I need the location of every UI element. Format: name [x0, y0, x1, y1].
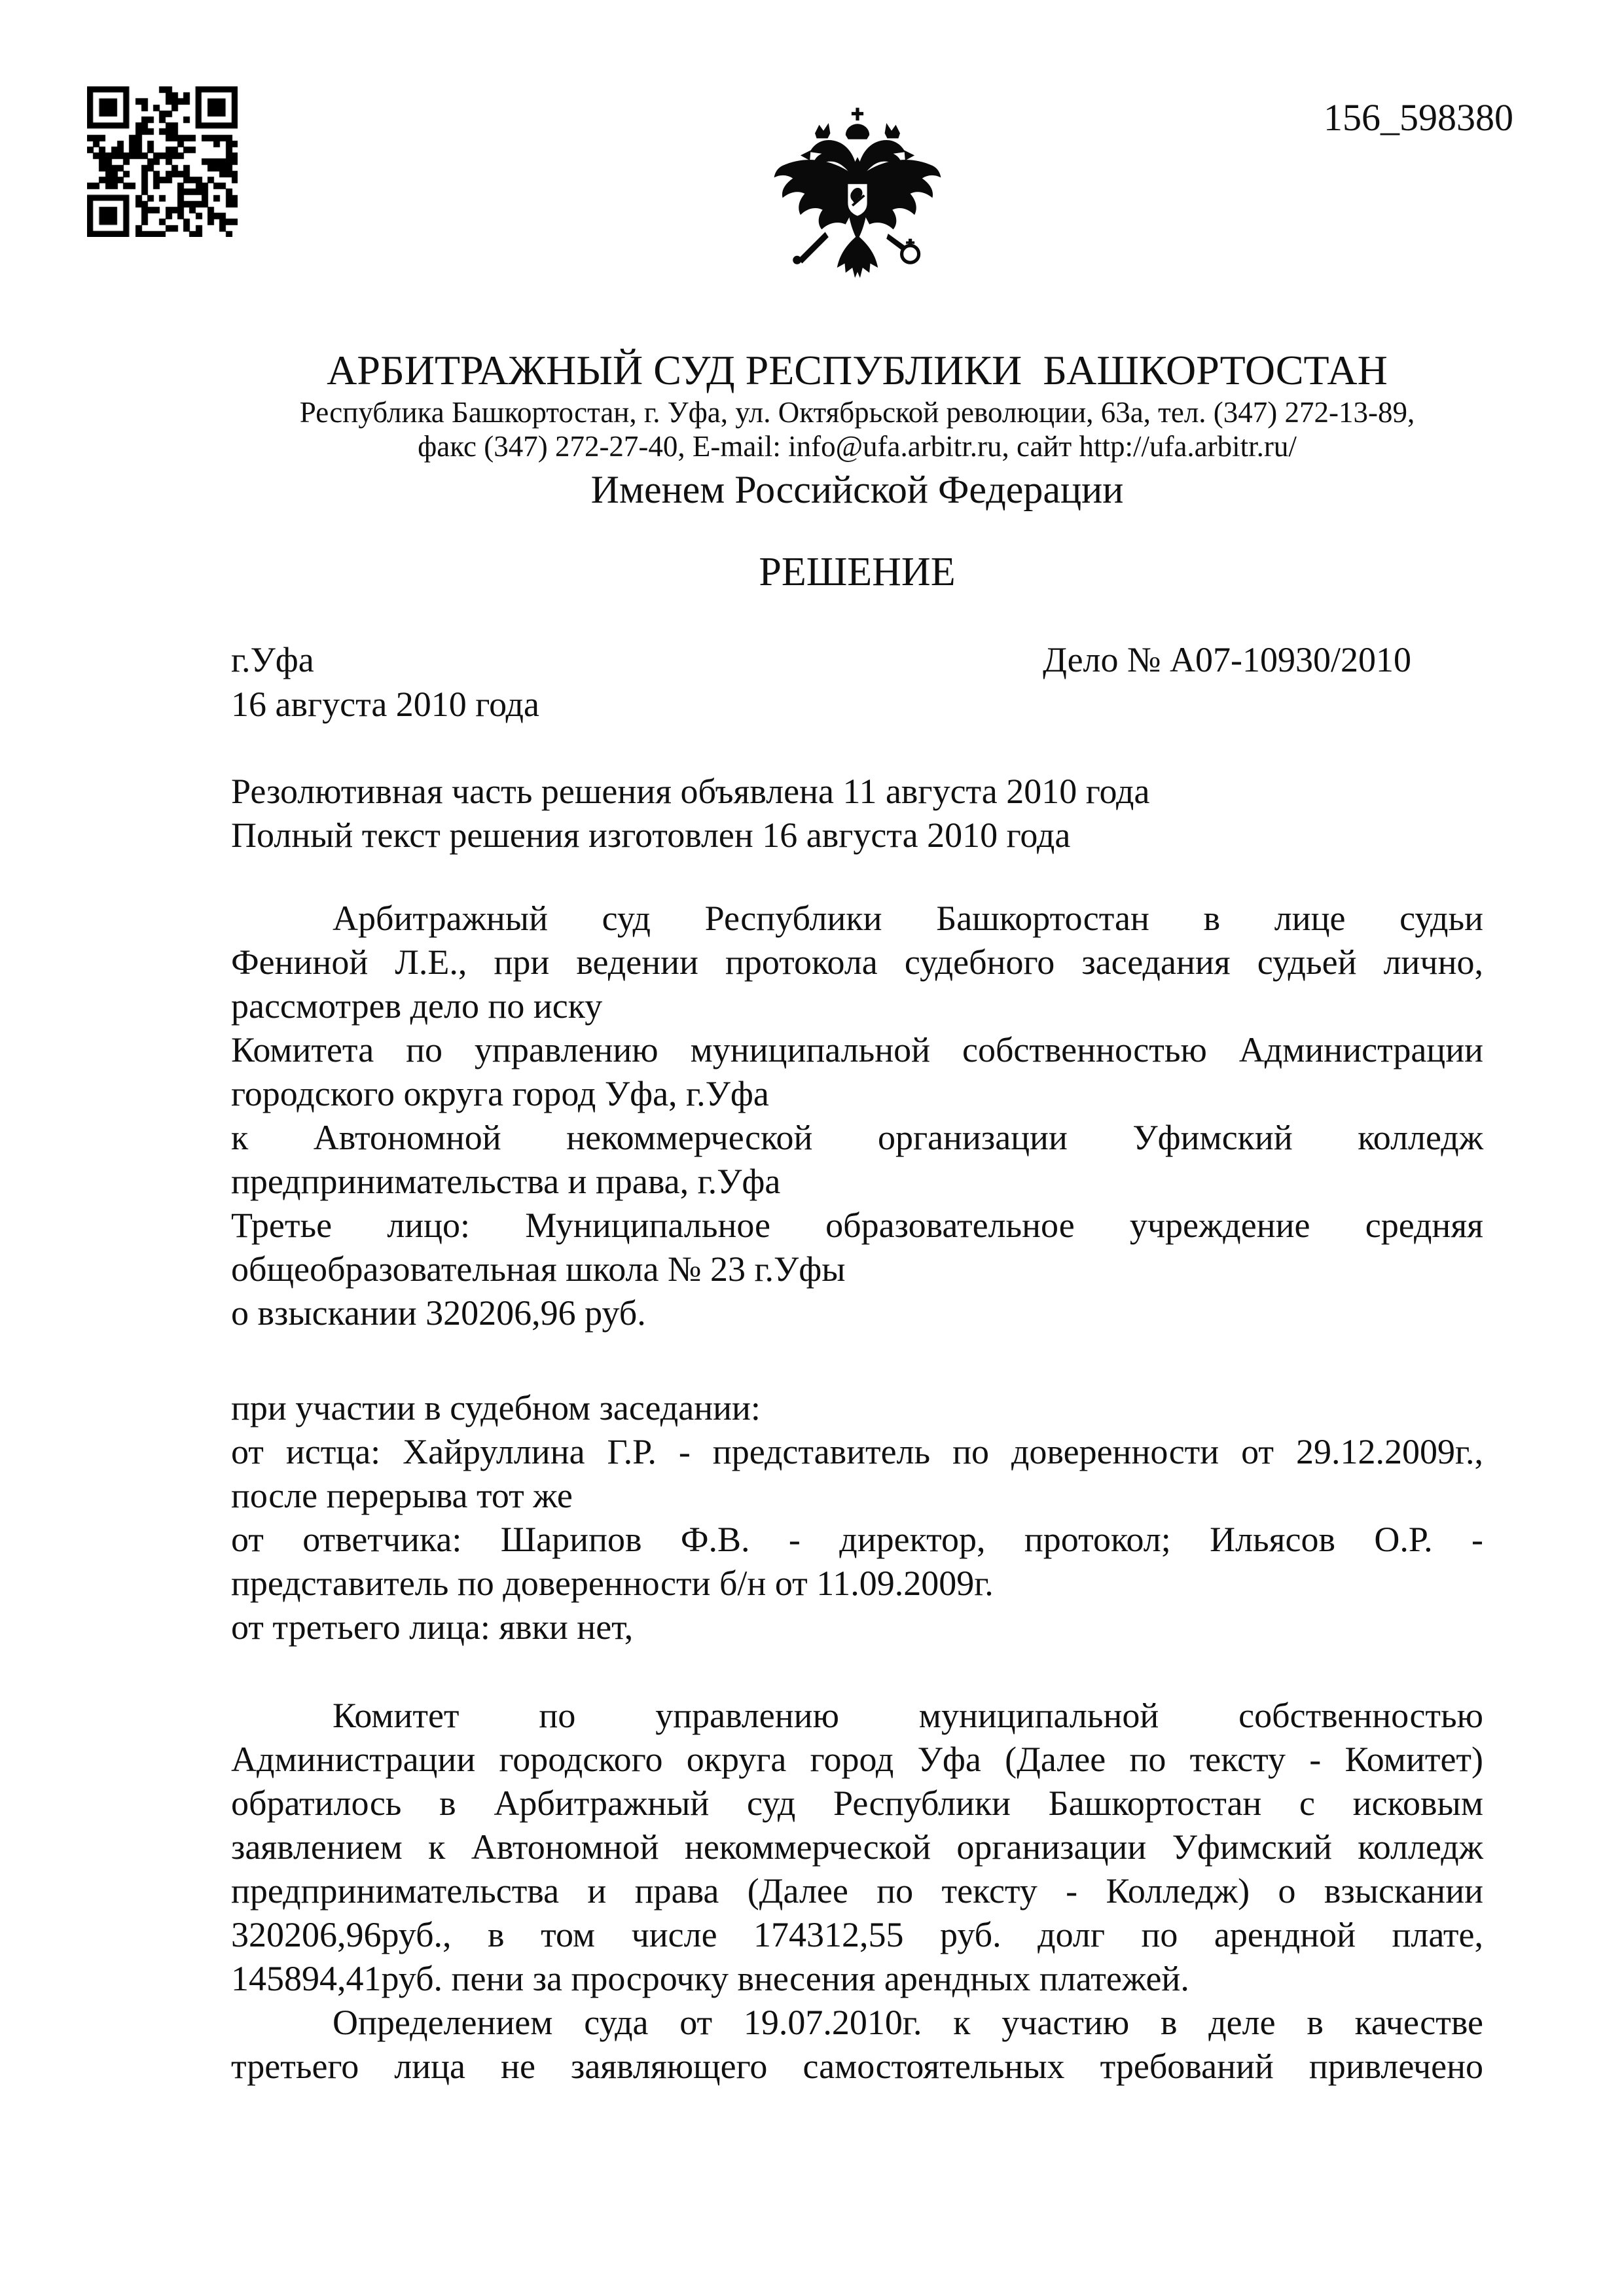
text-line: предпринимательства и права (Далее по тексту - Колледж) о взыскании [231, 1871, 1483, 1910]
text-line: 145894,41руб. пени за просрочку внесения арендных платежей. [231, 1959, 1189, 1998]
text-line: Третье лицо: Муниципальное образовательное учреждение средняя [231, 1206, 1483, 1245]
text-line: от ответчика: Шарипов Ф.В. - директор, протокол; Ильясов О.Р. - [231, 1520, 1483, 1559]
text-line: городского округа город Уфа, г.Уфа [231, 1074, 769, 1113]
court-contacts-line: факс (347) 272-27-40, E-mail: info@ufa.arbitr.ru, сайт http://ufa.arbitr.ru/ [418, 430, 1297, 463]
section-participants [231, 1386, 1483, 1649]
text-line: от истца: Хайруллина Г.Р. - представитель по доверенности от 29.12.2009г., [231, 1432, 1483, 1471]
text-line: Арбитражный суд Республики Башкортостан в лице судьи [333, 899, 1483, 938]
document-content [231, 0, 1483, 2089]
text-line: после перерыва тот же [231, 1476, 573, 1515]
text-line: Администрации городского округа город Уфа (Далее по тексту - Комитет) [231, 1740, 1483, 1779]
text-line: заявлением к Автономной некоммерческой организации Уфимский колледж [231, 1827, 1483, 1867]
court-address-line: Республика Башкортостан, г. Уфа, ул. Октябрьской революции, 63а, тел. (347) 272-13-89, [299, 396, 1415, 429]
text-line: обратилось в Арбитражный суд Республики Башкортостан с исковым [231, 1784, 1483, 1823]
text-line: о взыскании 320206,96 руб. [231, 1293, 646, 1333]
text-line: рассмотрев дело по иску [231, 986, 603, 1026]
case-city: г.Уфа [231, 640, 314, 679]
case-number: Дело № А07-10930/2010 [1043, 640, 1411, 679]
text-line: общеобразовательная школа № 23 г.Уфы [231, 1249, 846, 1289]
text-line: предпринимательства и права, г.Уфа [231, 1162, 781, 1201]
double-headed-eagle-emblem-icon [772, 106, 943, 296]
document-body [231, 770, 1483, 2089]
text-line: Комитет по управлению муниципальной собственностью [333, 1696, 1483, 1735]
section-announcement [231, 770, 1483, 857]
case-header-row [231, 637, 1483, 682]
court-name: АРБИТРАЖНЫЙ СУД РЕСПУБЛИКИ БАШКОРТОСТАН [327, 347, 1388, 393]
text-line: Полный текст решения изготовлен 16 августа 2010 года [231, 816, 1071, 855]
text-line: 320206,96руб., в том числе 174312,55 руб. долг по арендной плате, [231, 1915, 1483, 1954]
qr-code [87, 86, 238, 237]
emblem-container [231, 109, 1483, 293]
text-line: Фениной Л.Е., при ведении протокола судебного заседания судьей лично, [231, 942, 1483, 982]
text-line: Определением суда от 19.07.2010г. к участию в деле в качестве [333, 2003, 1483, 2042]
text-line: Комитета по управлению муниципальной собственностью Администрации [231, 1030, 1483, 1069]
case-date: 16 августа 2010 года [231, 685, 539, 724]
in-the-name-line: Именем Российской Федерации [590, 468, 1124, 511]
text-line: Резолютивная часть решения объявлена 11 августа 2010 года [231, 772, 1150, 811]
text-line: представитель по доверенности б/н от 11.09.2009г. [231, 1564, 994, 1603]
text-line: от третьего лица: явки нет, [231, 1607, 634, 1647]
decision-title: РЕШЕНИЕ [759, 550, 956, 594]
section-intro [231, 897, 1483, 1335]
document-number: 156_598380 [1324, 96, 1513, 139]
text-line: третьего лица не заявляющего самостоятельных требований привлечено [231, 2047, 1483, 2086]
section-facts [231, 1694, 1483, 2089]
text-line: при участии в судебном заседании: [231, 1388, 761, 1427]
text-line: к Автономной некоммерческой организации Уфимский колледж [231, 1118, 1483, 1157]
